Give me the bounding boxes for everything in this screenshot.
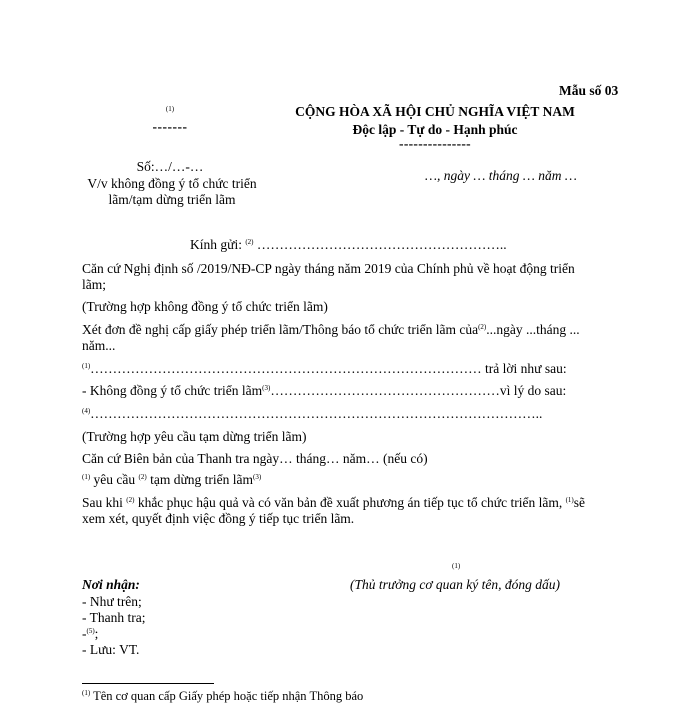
document-number: Số:…/…-…	[136, 159, 204, 174]
reply-note: (1)	[82, 362, 91, 370]
basis-line: Căn cứ Nghị định số /2019/NĐ-CP ngày tháng năm 2019 của Chính phủ về hoạt động triển	[82, 261, 575, 276]
signature-instruction: (Thủ trưởng cơ quan ký tên, đóng dấu)	[350, 577, 560, 592]
recipient-item: - Thanh tra;	[82, 610, 146, 625]
footnote-note: (1)	[82, 689, 91, 697]
review-date: ...ngày ...tháng ...	[486, 322, 580, 337]
request-suspend: tạm dừng triển lãm	[150, 472, 253, 487]
after-note-2: (1)	[565, 496, 574, 504]
refuse-note: (3)	[262, 384, 271, 392]
addressee-note: (2)	[245, 238, 254, 246]
after-note-1: (2)	[126, 496, 135, 504]
agency-divider: -------	[152, 119, 188, 134]
refuse-text: - Không đồng ý tổ chức triển lãm	[82, 383, 263, 398]
addressee-label: Kính gửi:	[190, 237, 242, 252]
subject-line-2: lãm/tạm dừng triển lãm	[108, 192, 236, 207]
after-text-a: Sau khi	[82, 495, 123, 510]
reply-text: trả lời như sau:	[485, 361, 567, 376]
reason-note: (4)	[82, 407, 91, 415]
review-line-cont: năm...	[82, 338, 116, 353]
recipient-note: (5)	[86, 627, 95, 635]
inspection-line: Căn cứ Biên bản của Thanh tra ngày… tháng… năm… (nếu có)	[82, 451, 428, 466]
case1-heading: (Trường hợp không đồng ý tổ chức triển lãm)	[82, 299, 328, 314]
refuse-line	[82, 383, 566, 399]
request-note-1: (1)	[82, 473, 91, 481]
form-number: Mẫu số 03	[559, 83, 619, 98]
request-note-2: (2)	[138, 473, 147, 481]
recipient-item: - Như trên;	[82, 594, 142, 609]
after-line-cont: xem xét, quyết định việc đồng ý tiếp tục triển lãm.	[82, 511, 355, 526]
addressee-dots: ………………………………………………..	[256, 237, 507, 252]
reason-dots: ………………………………………………………………………………………..	[90, 406, 543, 421]
footnote-text: Tên cơ quan cấp Giấy phép hoặc tiếp nhận Thông báo	[93, 689, 364, 703]
recipient-item-3	[82, 626, 98, 642]
after-line	[82, 495, 585, 511]
request-note-3: (3)	[253, 473, 262, 481]
national-title: CỘNG HÒA XÃ HỘI CHỦ NGHĨA VIỆT NAM	[295, 104, 575, 119]
after-text-c: sẽ	[573, 495, 585, 510]
footnote-rule	[82, 683, 214, 684]
refuse-reason: vì lý do sau:	[499, 383, 567, 398]
subject-line-1: V/v không đồng ý tổ chức triển	[87, 176, 257, 191]
after-text-b: khắc phục hậu quả và có văn bản đề xuất phương án tiếp tục tổ chức triển lãm,	[137, 495, 563, 510]
request-text: yêu cầu	[93, 472, 136, 487]
request-line	[82, 472, 261, 488]
reason-line	[82, 406, 542, 422]
agency-note: (1)	[165, 105, 175, 113]
reply-line	[82, 361, 567, 377]
reply-dots: ……………………………………………………………………………	[90, 361, 482, 376]
recipient-item: -	[82, 626, 87, 641]
footnote	[82, 689, 363, 704]
recipient-item: - Lưu: VT.	[82, 642, 140, 657]
review-line	[82, 322, 580, 338]
review-note: (2)	[478, 323, 487, 331]
basis-line-cont: lãm;	[82, 277, 106, 292]
date-line: …, ngày … tháng … năm …	[425, 168, 577, 183]
review-text: Xét đơn đề nghị cấp giấy phép triển lãm/Thông báo tổ chức triển lãm của	[82, 322, 479, 337]
addressee-line	[190, 237, 507, 253]
case2-heading: (Trường hợp yêu cầu tạm dừng triển lãm)	[82, 429, 307, 444]
recipient-item-tail: ;	[94, 626, 99, 641]
signature-note: (1)	[452, 562, 461, 570]
signature-note-wrap	[452, 561, 460, 577]
national-motto: Độc lập - Tự do - Hạnh phúc	[352, 122, 518, 137]
agency-block	[140, 104, 200, 120]
recipients-title: Nơi nhận:	[82, 577, 140, 592]
motto-divider: ---------------	[399, 136, 471, 151]
refuse-dots: ……………………………………………	[270, 383, 500, 398]
